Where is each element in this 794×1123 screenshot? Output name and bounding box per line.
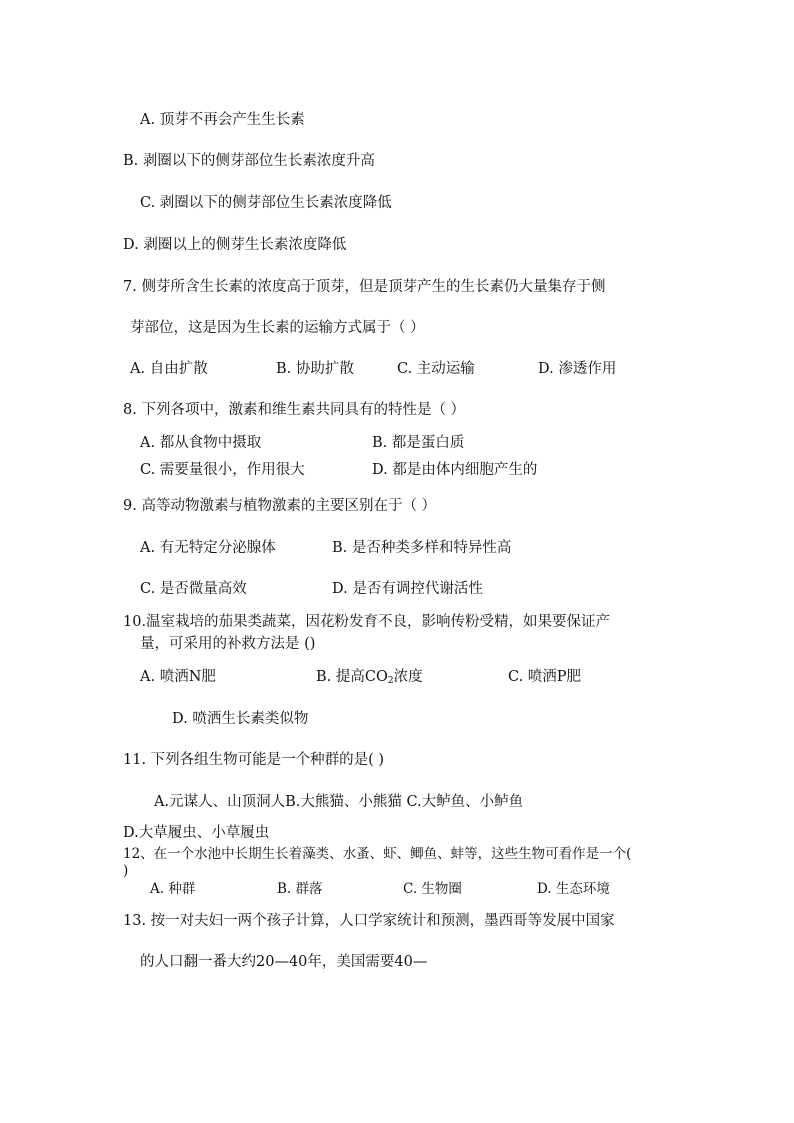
q10-stem-line1: 10.温室栽培的茄果类蔬菜，因花粉发育不良，影响传粉受精，如果要保证产 (123, 614, 611, 630)
q9-option-d: D. 是否有调控代谢活性 (332, 581, 483, 597)
q11-stem: 11. 下列各组生物可能是一个种群的是( ) (123, 752, 385, 768)
q11-option-d: D.大草履虫、小草履虫 (123, 825, 270, 841)
q8-option-d: D. 都是由体内细胞产生的 (372, 462, 538, 478)
q9-option-b: B. 是否种类多样和特异性高 (332, 540, 512, 556)
q12-option-c: C. 生物圈 (403, 881, 462, 897)
q8-option-b: B. 都是蛋白质 (372, 435, 465, 451)
q12-stem-line2: ) (123, 863, 129, 879)
q7-option-b: B. 协助扩散 (276, 361, 354, 377)
q13-stem-line2: 的人口翻一番大约20—40年，美国需要40— (140, 954, 428, 970)
q7-stem-line1: 7. 侧芽所含生长素的浓度高于顶芽，但是顶芽产生的生长素仍大量集存于侧 (123, 279, 606, 295)
q10-stem-line2: 量，可采用的补救方法是 () (140, 636, 316, 652)
q6-option-c: C. 剥圈以下的侧芽部位生长素浓度降低 (140, 195, 392, 211)
q12-option-d: D. 生态环境 (537, 881, 610, 897)
q10-option-b-text: B. 提高CO (316, 669, 388, 685)
q10-option-d: D. 喷洒生长素类似物 (172, 711, 309, 727)
q9-stem: 9. 高等动物激素与植物激素的主要区别在于（ ） (123, 498, 437, 514)
q10-option-a: A. 喷洒N肥 (140, 669, 216, 685)
q7-option-d: D. 渗透作用 (538, 361, 617, 377)
q9-option-a: A. 有无特定分泌腺体 (140, 540, 276, 556)
q12-option-a: A. 种群 (150, 881, 196, 897)
q8-option-c: C. 需要量很小，作用很大 (140, 462, 305, 478)
q6-option-b: B. 剥圈以下的侧芽部位生长素浓度升高 (123, 153, 375, 169)
q11-options-abc: A.元谋人、山顶洞人B.大熊猫、小熊猫 C.大鲈鱼、小鲈鱼 (154, 794, 524, 810)
q12-option-b: B. 群落 (277, 881, 323, 897)
q10-option-b-suffix: 浓度 (393, 669, 423, 685)
q6-option-a: A. 顶芽不再会产生生长素 (140, 112, 305, 128)
q7-option-a: A. 自由扩散 (130, 361, 208, 377)
co2-subscript: 2 (387, 676, 394, 686)
q7-stem-line2: 芽部位，这是因为生长素的运输方式属于（ ） (130, 320, 425, 336)
q12-stem-line1: 12、在一个水池中长期生长着藻类、水蚤、虾、鲫鱼、蚌等，这些生物可看作是一个( (123, 846, 632, 862)
q6-option-d: D. 剥圈以上的侧芽生长素浓度降低 (123, 237, 347, 253)
q8-option-a: A. 都从食物中摄取 (140, 435, 262, 451)
q10-option-b (316, 668, 423, 690)
q10-option-c: C. 喷洒P肥 (508, 669, 582, 685)
q7-option-c: C. 主动运输 (397, 361, 475, 377)
q13-stem-line1: 13. 按一对夫妇一两个孩子计算，人口学家统计和预测，墨西哥等发展中国家 (123, 913, 615, 929)
q9-option-c: C. 是否微量高效 (140, 581, 247, 597)
q8-stem: 8. 下列各项中，激素和维生素共同具有的特性是（ ） (123, 402, 466, 418)
